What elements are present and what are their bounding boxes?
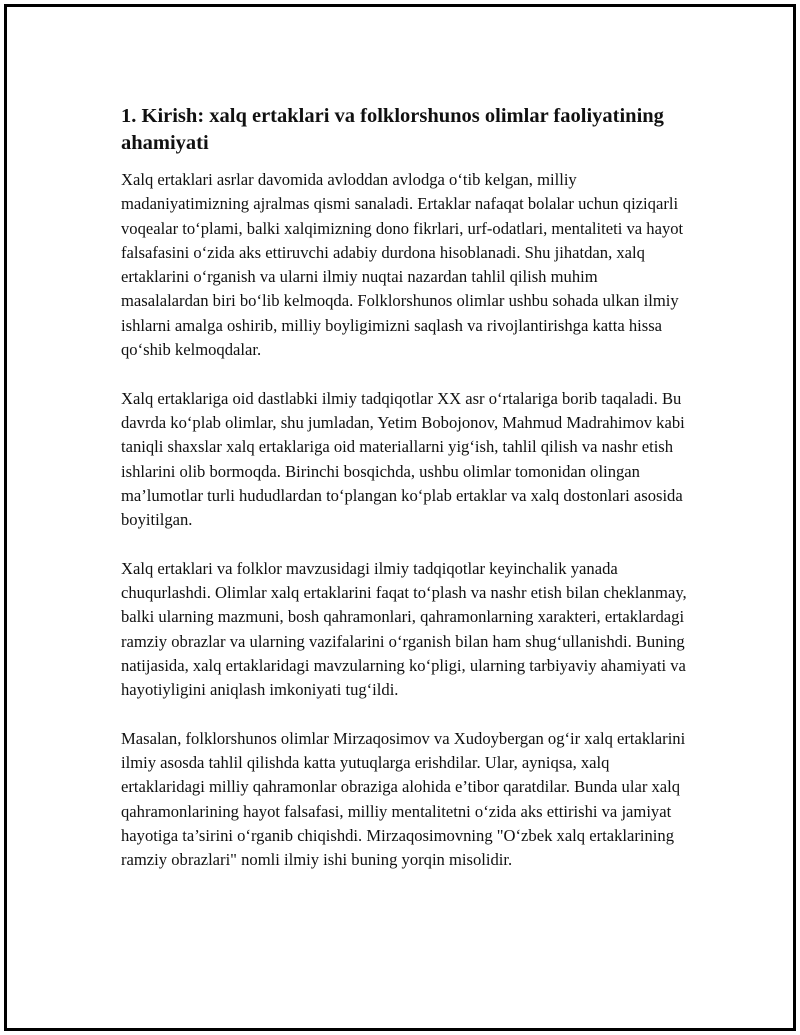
section-heading: 1. Kirish: xalq ertaklari va folklorshunos olimlar faoliyatining ahamiyati xyxy=(121,105,664,154)
page-frame xyxy=(4,4,796,1031)
paragraph-intro: Xalq ertaklari asrlar davomida avloddan avlodga o‘tib kelgan, milliy madaniyatimizning ajralmas qismi sanaladi. Ertaklar nafaqat bolalar uchun qiziqarli voqealar to‘plami, balki xalqimizning dono fikrlari, urf-odatlari, mentaliteti va hayot falsafasini o‘zida aks ettiruvchi adabiy durdona hisoblanadi. Shu jihatdan, xalq ertaklarini o‘rganish va ularni ilmiy nuqtai nazardan tahlil qilish muhim masalalardan biri bo‘lib kelmoqda. Folklorshunos olimlar ushbu sohada ulkan ilmiy ishlarni amalga oshirib, milliy boyligimizni saqlash va rivojlantirishga katta hissa qo‘shib kelmoqdalar. xyxy=(121,170,684,360)
paragraph-early-research: Xalq ertaklariga oid dastlabki ilmiy tadqiqotlar XX asr o‘rtalariga borib taqaladi. Bu davrda ko‘plab olimlar, shu jumladan, Yetim Bobojonov, Mahmud Madrahimov kabi taniqli shaxslar xalq ertaklariga oid materiallarni yig‘ish, tahlil qilish va nashr etish ishlarini olib bormoqda. Birinchi bosqichda, ushbu olimlar tomonidan olingan ma’lumotlar turli hududlardan to‘plangan ko‘plab ertaklar va xalq dostonlari asosida boyitilgan. xyxy=(121,388,685,530)
paragraph-example: Masalan, folklorshunos olimlar Mirzaqosimov va Xudoybergan og‘ir xalq ertaklarini ilmiy asosda tahlil qilishda katta yutuqlarga erishdilar. Ular, ayniqsa, xalq ertaklaridagi milliy qahramonlar obraziga alohida e’tibor qaratdilar. Bunda ular xalq qahramonlarining hayot falsafasi, milliy mentalitetni o‘zida aks ettirishi va jamiyat hayotiga ta’sirini o‘rganib chiqishdi. Mirzaqosimovning "O‘zbek xalq ertaklarining ramziy obrazlari" nomli ilmiy ishi buning yorqin misolidir. xyxy=(121,728,686,870)
paragraph-deeper-research: Xalq ertaklari va folklor mavzusidagi ilmiy tadqiqotlar keyinchalik yanada chuqurlashdi. Olimlar xalq ertaklarini faqat to‘plash va nashr etish bilan cheklanmay, balki ularning mazmuni, bosh qahramonlari, qahramonlarning xarakteri, ertaklardagi ramziy obrazlar va ularning vazifalarini o‘rganish bilan ham shug‘ullanishdi. Buning natijasida, xalq ertaklaridagi mavzularning ko‘pligi, ularning tarbiyaviy ahamiyati va hayotiyligini aniqlash imkoniyati tug‘ildi. xyxy=(121,558,687,700)
document-body xyxy=(121,97,687,873)
